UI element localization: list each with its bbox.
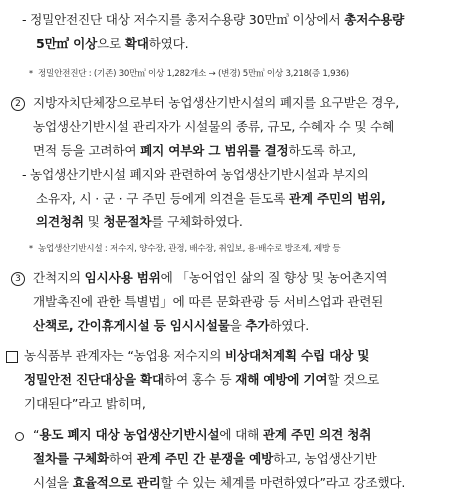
sec2-line6-text1: 및 — [83, 214, 104, 229]
sec3-line1 — [33, 270, 387, 286]
sec5-line3-text1: 시설을 — [33, 475, 73, 490]
sec3-line2: 개발촉진에 관한 특별법」에 따른 문화관광 등 서비스업과 관련된 — [33, 294, 384, 309]
sec5-line3-bold: 효율적으로 관리 — [72, 475, 161, 490]
sec3-line3 — [33, 318, 309, 334]
sec2-line5-bold: 관계 주민의 범위, — [288, 191, 386, 206]
sec2-line2: 농업생산기반시설 관리자가 시설물의 종류, 규모, 수혜자 수 및 수혜 — [33, 119, 395, 134]
sec4-line1 — [24, 348, 369, 364]
sec1-line2-text1: 으로 — [97, 36, 125, 51]
sec1-line2-text2: 하였다. — [148, 36, 189, 51]
sec3-line3-bold2: 추가 — [245, 318, 270, 333]
sec5-line2-bold1: 절차를 구체화 — [33, 451, 109, 466]
sec4-line2 — [24, 372, 379, 388]
sec4-line1-bold: 비상대처계획 수립 대상 및 — [225, 348, 370, 363]
sec3-number: 3 — [11, 272, 25, 286]
sec2-line3 — [33, 143, 356, 159]
sec2-line5-text: 소유자, 시 · 군 · 구 주민 등에게 의견을 듣도록 — [36, 191, 289, 206]
sec1-line2-bold2: 확대 — [124, 36, 149, 51]
sec5-line1 — [33, 427, 371, 443]
sec3-line1-bold: 임시사용 범위 — [84, 270, 161, 285]
sec5-line1-text: 에 대해 — [219, 427, 263, 442]
sec2-number: 2 — [11, 97, 25, 111]
sec3-line1-text2: 에 「농어업인 삶의 질 향상 및 농어촌지역 — [160, 270, 388, 285]
sec1-line1 — [22, 12, 404, 28]
sec4-line2-bold2: 재해 예방에 기여 — [235, 372, 328, 387]
sec1-line1-bold: 총저수용량 — [344, 12, 405, 27]
sec2-line3-text1: 면적 등을 고려하여 — [33, 143, 141, 158]
sec2-line1: 지방자치단체장으로부터 농업생산기반시설의 폐지를 요구받은 경우, — [33, 95, 400, 110]
sec2-line4: - 농업생산기반시설 폐지와 관련하여 농업생산기반시설과 부지의 — [22, 167, 369, 182]
sec1-line2 — [36, 36, 188, 52]
sec4-line3: 기대된다”라고 밝히며, — [24, 396, 146, 411]
sec3-line1-text1: 간척지의 — [33, 270, 85, 285]
sec2-note-bullet: * — [29, 244, 33, 253]
sec2-line5 — [36, 191, 386, 207]
ring-bullet — [15, 432, 24, 441]
sec2-line6 — [36, 214, 243, 230]
sec5-line3-text2: 할 수 있는 체계를 마련하였다”라고 강조했다. — [160, 475, 406, 490]
sec3-line3-text1: 을 — [229, 318, 246, 333]
sec3-line3-bold1: 산책로, 간이휴게시설 등 임시시설물 — [33, 318, 230, 333]
sec5-line2-text2: 하고, 농업생산기반 — [273, 451, 377, 466]
sec4-line2-bold1: 정밀안전 진단대상을 확대 — [24, 372, 164, 387]
sec1-line1-text: - 정밀안전진단 대상 저수지를 총저수용량 30만㎥ 이상에서 — [22, 12, 345, 27]
sec1-note-bullet: * — [29, 69, 33, 78]
sec3-line3-text2: 하였다. — [269, 318, 310, 333]
sec2-line6-bold1: 의견청취 — [36, 214, 84, 229]
sec2-line3-text2: 하도록 하고, — [288, 143, 356, 158]
sec4-line2-text2: 할 것으로 — [327, 372, 380, 387]
sec5-line1-bold2: 관계 주민 의견 청취 — [262, 427, 372, 442]
sec2-note: 농업생산기반시설 : 저수지, 양수장, 관정, 배수장, 취입보, 용·배수로 방조제, 제방 등 — [38, 244, 341, 254]
square-bullet — [6, 351, 18, 363]
sec2-line6-bold2: 청문절차 — [103, 214, 152, 229]
sec2-line6-text2: 를 구체화하였다. — [151, 214, 243, 229]
sec5-line2-bold2: 관계 주민 간 분쟁을 예방 — [136, 451, 274, 466]
sec5-line2 — [33, 451, 376, 467]
sec5-line1-bold1: 용도 폐지 대상 농업생산기반시설 — [39, 427, 220, 442]
sec1-note: 정밀안전진단 : (기존) 30만㎥ 이상 1,282개소 → (변경) 5만㎥ 이상 3,218(증 1,936) — [38, 69, 349, 79]
sec5-line2-text1: 하여 — [108, 451, 137, 466]
sec1-line2-bold1: 5만㎥ 이상 — [36, 36, 98, 51]
sec5-line1-quote: “ — [33, 427, 40, 442]
sec2-line3-bold: 폐지 여부와 그 범위를 결정 — [140, 143, 289, 158]
sec4-line2-text1: 하여 홍수 등 — [164, 372, 236, 387]
sec4-line1-text: 농식품부 관계자는 “농업용 저수지의 — [24, 348, 226, 363]
sec5-line3 — [33, 475, 405, 491]
